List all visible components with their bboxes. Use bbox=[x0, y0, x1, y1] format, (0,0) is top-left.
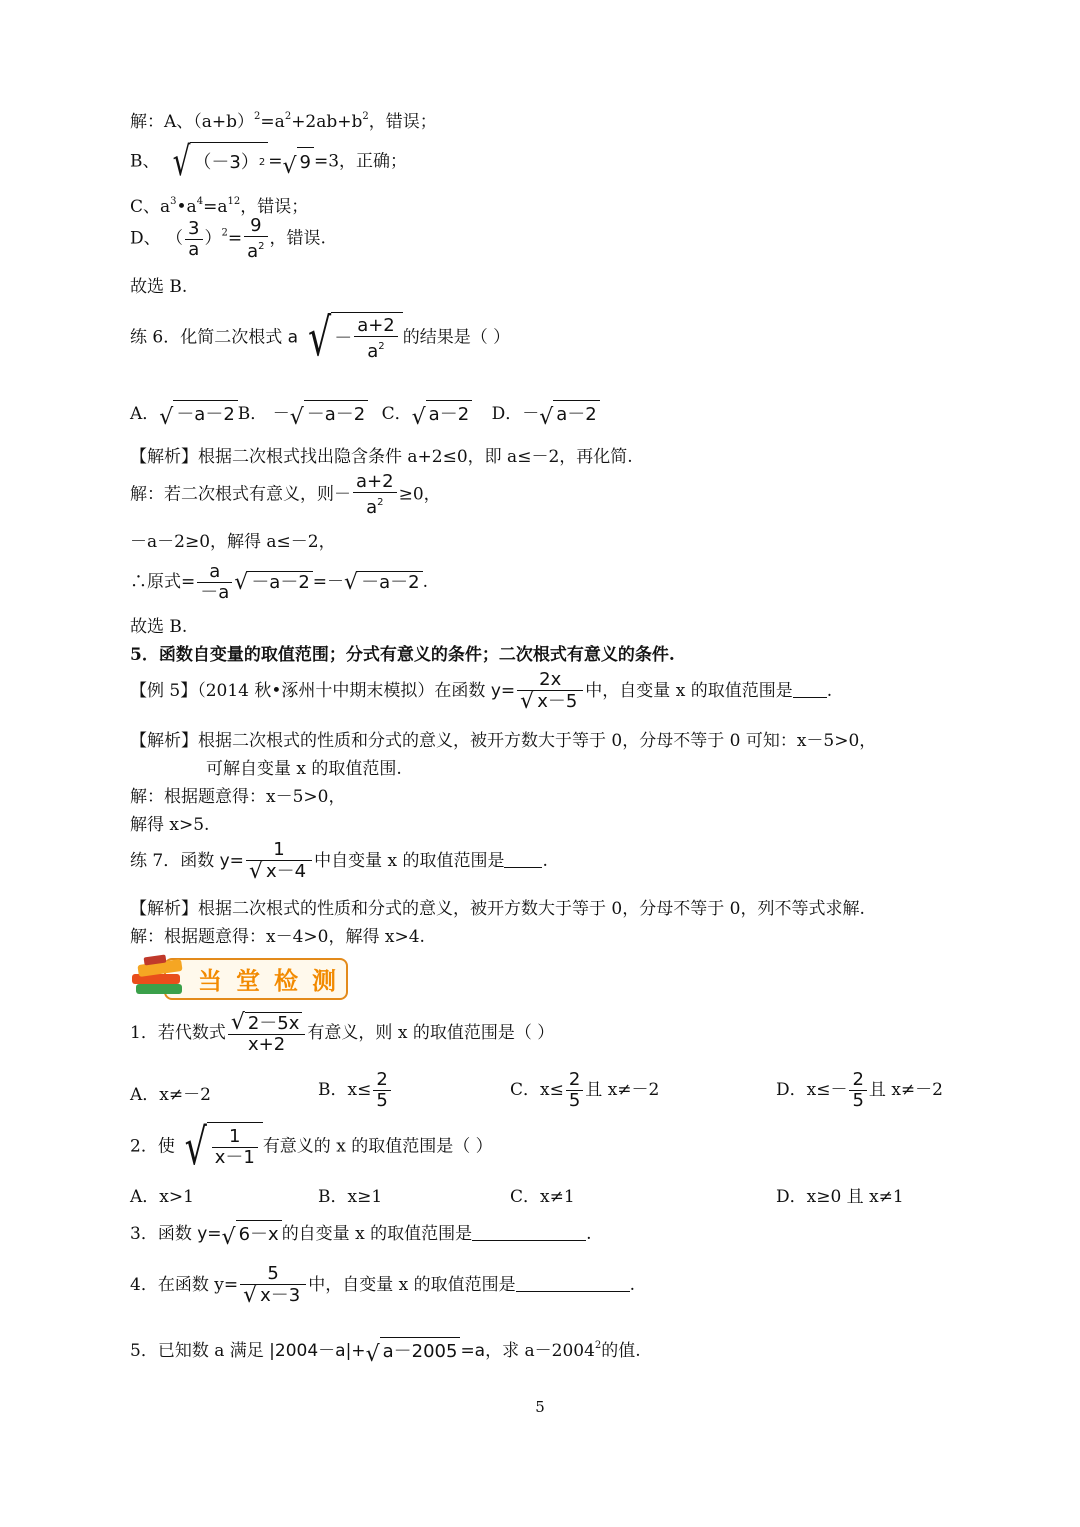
answer-line: 故选 B. bbox=[130, 277, 188, 297]
analysis-5-cont: 可解自变量 x 的取值范围. bbox=[206, 759, 402, 779]
practice-7: 练 7．函数 y= 1 √ x－4 中自变量 x 的取值范围是 . bbox=[130, 839, 548, 884]
solution-6-line-1: 解：若二次根式有意义，则－ $\frac{a+2}{a^2}$ ≥0， bbox=[130, 471, 441, 518]
answer-line-6: 故选 B. bbox=[130, 617, 188, 637]
problem-5: 5．已知数 a 满足 |2004－a|+ √ a－2005 =a，求 $a-2004^2$的值. bbox=[130, 1332, 641, 1366]
solution-5-line-2: 解得 x>5. bbox=[130, 815, 210, 835]
problem-2-option-D: D．x≥0 且 x≠1 bbox=[776, 1187, 904, 1207]
problem-1-option-C: C．x≤ $\frac{2}{5}$ 且 x≠－2 bbox=[510, 1069, 660, 1111]
books-icon bbox=[130, 954, 190, 1006]
problem-2: 2．使 √ $\frac{1}{x-1}$ 有意义的 x 的取值范围是（ ） bbox=[130, 1118, 493, 1176]
practice-6-question: 练 6．化简二次根式 a √ － $\frac{a+2}{a^2}$ 的结果是（ ） bbox=[130, 308, 511, 368]
solution-6-line-3: ∴原式= $\frac{a}{-a}$ √ －a－2 =－ √ －a－2 . bbox=[130, 561, 428, 603]
section-heading-5: 5．函数自变量的取值范围；分式有意义的条件；二次根式有意义的条件. bbox=[130, 645, 675, 665]
problem-1-option-B: B．x≤ $\frac{2}{5}$ bbox=[318, 1070, 393, 1111]
problem-1-option-A: A．x≠－2 bbox=[130, 1085, 211, 1105]
fraction: $\frac{3}{a}$ bbox=[185, 219, 202, 260]
problem-2-option-A: A．x>1 bbox=[130, 1187, 194, 1207]
solution-6-line-2: －a－2≥0，解得 a≤－2， bbox=[130, 532, 336, 552]
radical: √ （－3） 2 bbox=[165, 142, 268, 182]
example-5: 【例 5】（2014 秋•涿州十中期末模拟）在函数 y= 2x √ x－5 中，自变量 x 的取值范围是 . bbox=[130, 669, 833, 714]
solution-line-A: 解：A、$(a+b)^2=a^2+2ab+b^2$，错误； bbox=[130, 111, 437, 132]
problem-1: 1．若代数式 √ 2－5x x+2 有意义，则 x 的取值范围是（ ） bbox=[130, 1010, 555, 1055]
solution-line-D: D、 （ $\frac{3}{a}$ ）$^2$= $\frac{9}{a^2}$ ，错误. bbox=[130, 215, 326, 262]
solution-line-C: C、$a^3•a^4=a^{12}$，错误； bbox=[130, 196, 309, 217]
badge-label: 当堂检测 bbox=[198, 967, 350, 995]
problem-2-option-C: C．x≠1 bbox=[510, 1187, 575, 1207]
analysis-7: 【解析】根据二次根式的性质和分式的意义，被开方数大于等于 0，分母不等于 0，列不等式求解. bbox=[130, 899, 865, 919]
practice-6-options: A． √ －a－2 B． － √ －a－2 C． √ a－2 D．－ √ a－2 bbox=[130, 400, 600, 429]
problem-4: 4．在函数 y= 5 √ x－3 中，自变量 x 的取值范围是 . bbox=[130, 1263, 636, 1308]
section-badge bbox=[130, 954, 352, 1006]
problem-3: 3．函数 y= √ 6－x 的自变量 x 的取值范围是 . bbox=[130, 1220, 592, 1249]
analysis-6: 【解析】根据二次根式找出隐含条件 a+2≤0，即 a≤－2，再化简. bbox=[130, 447, 633, 467]
problem-2-option-B: B．x≥1 bbox=[318, 1187, 383, 1207]
solution-5-line-1: 解：根据题意得：x－5>0， bbox=[130, 787, 346, 807]
page-number: 5 bbox=[535, 1398, 545, 1416]
solution-7: 解：根据题意得：x－4>0，解得 x>4. bbox=[130, 927, 425, 947]
problem-1-option-D: D．x≤－ $\frac{2}{5}$ 且 x≠－2 bbox=[776, 1069, 943, 1111]
analysis-5: 【解析】根据二次根式的性质和分式的意义，被开方数大于等于 0，分母不等于 0 可知：x－5>0， bbox=[130, 731, 877, 751]
solution-line-B: B、 √ （－3） 2 = √ 9 =3，正确； bbox=[130, 139, 408, 185]
